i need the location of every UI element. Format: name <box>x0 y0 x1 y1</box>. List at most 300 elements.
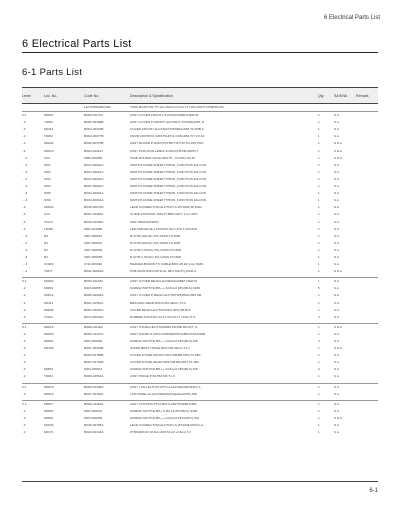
qty-cell: 1 <box>318 120 320 125</box>
code-no-cell: BN34-00001A <box>84 176 104 181</box>
qty-cell: 1 <box>318 400 334 408</box>
code-no-cell: 2007-000691 <box>84 233 103 238</box>
sa-sna-cell: S.A <box>334 247 339 252</box>
qty-cell: 1 <box>318 408 320 413</box>
table-row <box>22 211 378 218</box>
table-row <box>22 314 378 321</box>
sa-sna-cell: S.A <box>334 205 339 210</box>
description-cell: SWITCH-DOME SHEET;HYBON_FUNCTION FALCON <box>130 184 207 189</box>
level-cell: ..2 <box>22 391 26 396</box>
code-no-cell: 2007-000691 <box>84 240 103 245</box>
sa-sna-cell: S.A <box>334 430 339 435</box>
level-cell: ..2 <box>22 423 26 428</box>
sa-sna-cell: S.A <box>334 169 339 174</box>
table-row <box>22 359 378 366</box>
description-cell: R-CHIP;10Kohm,5%,1/16W,TP,1608 <box>130 233 181 238</box>
code-no-cell: BN39-00078A <box>84 205 104 210</box>
code-no-cell: BN96-01118A <box>84 278 130 286</box>
loc-no-cell <box>44 352 84 359</box>
code-no-cell: BN63-01788B <box>84 353 104 358</box>
code-no-cell: LE17MHSMBXXEC <box>84 105 112 109</box>
level-cell: ..4 <box>22 219 26 224</box>
description-cell: SWITCH-DOME SHEET;HYBON_FUNCTION FALCON <box>130 198 207 203</box>
sa-sna-cell: S.A <box>334 226 339 231</box>
code-no-cell: 6003-000566 <box>84 339 103 343</box>
code-no-cell: BN96-00478B <box>84 141 104 146</box>
remark-cell <box>356 422 378 429</box>
table-row <box>22 261 378 268</box>
remark-cell <box>356 391 378 398</box>
running-header: 6 Electrical Parts List <box>323 15 380 21</box>
qty-cell: 2 <box>318 367 320 372</box>
qty-cell: 1 <box>318 219 320 224</box>
code-no-cell: BN34-00001A <box>84 162 104 167</box>
table-row <box>22 429 378 436</box>
description-cell: SCREW-TAPTITE;BH+,S,M4,L6,ZPC(BLK),SWR <box>130 408 198 413</box>
level-cell: 0.1 <box>22 383 44 391</box>
remark-cell <box>356 190 378 197</box>
description-cell: SWITCH-DOME SHEET;HYBON_FUNCTION FALCON <box>130 162 207 167</box>
code-no-cell: BN61-01581A <box>84 300 104 305</box>
qty-cell: 1 <box>318 331 320 336</box>
qty-cell: 1 <box>318 184 320 189</box>
code-no-cell: BN34-00001A <box>84 184 104 189</box>
description-cell: ASSY STAND;LE17HA/MNB3,MP,WE,BCOPT; S <box>130 323 318 331</box>
parts-table-body <box>22 104 378 437</box>
level-cell: ..2 <box>22 408 26 413</box>
sa-sna-cell: S.A <box>334 374 339 379</box>
sa-sna-cell: S.A <box>334 423 339 428</box>
description-cell: PCB-MAIN;NW17LPHA,3L,MP1.0(0.4T),WCR-4 <box>130 269 197 274</box>
loc-no-cell: M0003 <box>44 423 54 428</box>
table-row <box>22 331 378 338</box>
description-cell: TWIN MONITOR TTI-LE-UN2LT17CLD 17"LCD MONT MSMHPLAN <box>130 105 224 109</box>
remark-cell <box>356 148 378 155</box>
table-row <box>22 292 378 299</box>
loc-no-cell: R3 <box>44 233 48 238</box>
table-row <box>22 190 378 197</box>
level-cell: ....4 <box>22 155 28 160</box>
remark-cell <box>356 345 378 352</box>
loc-no-cell: LD400 <box>44 226 54 231</box>
level-cell: ..2 <box>22 415 26 420</box>
code-no-cell: BN63-03024A <box>84 307 104 312</box>
description-cell: ASSY COVER P-FRONT LE170ALS TWIN/BLK/B3, H <box>130 120 205 125</box>
loc-no-cell: M0001 <box>44 112 84 120</box>
description-cell: SWITCH-DOME SHEET;HYBON_FUNCTION FALCON <box>130 191 207 196</box>
loc-no-cell: M0002 <box>44 141 54 146</box>
loc-no-cell: M0003 <box>44 331 54 336</box>
qty-cell: 1 <box>318 226 320 231</box>
table-row <box>22 383 378 391</box>
sa-sna-cell: S.A <box>334 339 339 343</box>
level-cell: 0.1 <box>22 323 44 331</box>
qty-cell: 1 <box>318 134 320 139</box>
level-cell: ..3 <box>22 141 26 146</box>
code-no-cell: BN61-01966A <box>84 212 104 217</box>
description-cell: ASSY-BMS/W/HPDV <box>130 219 159 224</box>
qty-cell: 1 <box>318 127 320 132</box>
remark-cell <box>356 226 378 233</box>
qty-cell: 1 <box>318 383 334 391</box>
remark-cell <box>356 359 378 366</box>
sa-sna-cell: S.N.A <box>334 155 343 160</box>
table-row <box>22 233 378 240</box>
code-no-cell: 2007-000635 <box>84 247 103 252</box>
loc-no-cell: M0018 <box>44 383 84 391</box>
table-row <box>22 197 378 204</box>
loc-no-cell: SW2 <box>44 169 51 174</box>
level-cell <box>22 104 44 112</box>
qty-cell: 1 <box>318 240 320 245</box>
table-row <box>22 323 378 331</box>
level-cell: 0.1 <box>22 278 44 286</box>
level-cell: ..2 <box>22 127 26 132</box>
sa-sna-cell: S.N.A <box>334 415 343 420</box>
loc-no-cell: R1 <box>44 247 48 252</box>
level-cell: ..2 <box>22 120 26 125</box>
level-cell: ..2 <box>22 367 26 372</box>
description-cell: COVER-STAND FRONT;NW17ABJB3,MP3,T2.0B3 <box>130 353 201 358</box>
loc-no-cell: T0003 <box>44 120 53 125</box>
description-cell: ASSY PCB MAIN-LE5DA,FUNCN,HPCB-MIRTF7 <box>130 148 199 153</box>
level-cell: ....4 <box>22 169 28 174</box>
level-cell: ..4 <box>22 212 26 217</box>
qty-cell: 1 <box>318 205 320 210</box>
level-cell: ..2 <box>22 286 26 291</box>
column-header-remark: Remark <box>356 88 378 104</box>
remark-cell <box>356 373 378 380</box>
code-no-cell: BN73-00049A <box>84 314 104 319</box>
loc-no-cell: T0102 <box>44 314 53 319</box>
description-cell: SCREW-TAPTITE;BH+,+,S,M4,L8,ZPC(BLK),SWR <box>130 286 201 291</box>
level-cell: ..2 <box>22 307 26 312</box>
table-row <box>22 373 378 380</box>
level-cell: ..2 <box>22 300 26 305</box>
remark-cell <box>356 314 378 321</box>
sa-sna-cell: S.A <box>334 127 339 132</box>
table-row <box>22 247 378 254</box>
sa-sna-cell: S.A <box>334 198 339 203</box>
column-header-qty: Qty <box>318 88 334 104</box>
level-cell: ..2 <box>22 314 26 319</box>
remark-cell <box>356 323 378 331</box>
loc-no-cell: M0112 <box>44 127 54 132</box>
sa-sna-cell: S.A <box>334 314 339 319</box>
loc-no-cell: M0002 <box>44 278 84 286</box>
qty-cell: 1 <box>318 262 320 267</box>
description-cell: COVER-REAR;LE17HATWIN,HIPS,HB,BLK <box>130 307 191 312</box>
sa-sna-cell: S.N.A <box>334 269 343 274</box>
remark-cell <box>356 219 378 226</box>
remark-cell <box>356 104 378 112</box>
description-cell: ASSY CHASSIS-PTZ;NW17LCM/TWIN/BLK/MS <box>130 400 318 408</box>
remark-cell <box>356 254 378 261</box>
code-no-cell: 6003-000557 <box>84 286 103 291</box>
description-cell: ASSY COVER P-REAR;LE17HATWIN/BLK/AB3,SB <box>130 293 202 298</box>
loc-no-cell <box>44 359 84 366</box>
remark-cell <box>356 400 378 408</box>
level-cell: ..4 <box>22 226 26 231</box>
description-cell: COVER-FRONT LE17ANA/TWIN/BLK/AB3.T0,SHB.3 <box>130 127 204 132</box>
description-cell: SCREW-TAPTITE;BH+,+,S,M4,L8,ZPC(WHT),SW <box>130 415 199 420</box>
loc-no-cell: T0002 <box>44 134 53 139</box>
remark-cell <box>356 268 378 275</box>
remark-cell <box>356 197 378 204</box>
remark-cell <box>356 247 378 254</box>
description-cell: ASSY LCD;LE17HAT,CPT,CLAA170EA06(INNF1-S <box>130 383 318 391</box>
qty-cell: 4 <box>318 314 320 319</box>
page-number: 6-1 <box>369 488 378 494</box>
sa-sna-cell: S.A <box>334 408 339 413</box>
code-no-cell: BN39-00785A <box>84 423 104 428</box>
code-no-cell: BN68-00488B <box>84 120 104 125</box>
qty-cell: 1 <box>318 254 320 259</box>
code-no-cell: 0855-000659 <box>84 155 103 160</box>
qty-cell: 5 <box>318 286 320 291</box>
remark-cell <box>356 300 378 307</box>
sa-sna-cell: S.A <box>334 286 339 291</box>
qty-cell: 1 <box>318 293 320 298</box>
sa-sna-cell: S.A <box>334 219 339 224</box>
qty-cell: 1 <box>318 415 320 420</box>
loc-no-cell: M0019 <box>44 148 54 153</box>
description-cell: ASSY BOARD P-NW17PUTMP-HF/T10,TFUNCTION <box>130 141 204 146</box>
qty-cell: 1 <box>318 162 320 167</box>
code-no-cell: BN96-04692A <box>84 293 104 298</box>
loc-no-cell: M0017 <box>44 400 84 408</box>
code-no-cell: 6003-000516 <box>84 408 103 413</box>
loc-no-cell: T0004 <box>44 374 53 379</box>
description-cell: RUBBER-FOOT;NO.10,17.00,CR,17.1X20,T1.5 <box>130 314 196 319</box>
code-no-cell: BN39-01636A <box>84 219 104 224</box>
loc-no-cell: T0174 <box>44 219 53 224</box>
level-cell: ..2 <box>22 360 26 365</box>
description-cell: SWITCH-DOME SHEET;HYBON_FUNCTION FALCON <box>130 169 207 174</box>
qty-cell: 1 <box>318 141 320 146</box>
level-cell: ..2 <box>22 346 26 351</box>
loc-no-cell: SW3 <box>44 176 51 181</box>
loc-no-cell: SW5 <box>44 191 51 196</box>
qty-cell: 4 <box>318 339 320 343</box>
qty-cell: 1 <box>318 269 320 274</box>
sa-sna-cell: S.A <box>334 134 339 139</box>
level-cell: ..4 <box>22 148 26 153</box>
remark-cell <box>356 292 378 299</box>
section-title: 6 Electrical Parts List <box>22 38 132 50</box>
remark-cell <box>356 366 378 373</box>
description-cell: ASSY STAND P;NW17AS/BNEPHPIJABNOCSTANDB <box>130 331 206 336</box>
loc-no-cell: M0861 <box>44 415 54 420</box>
level-cell: ..2 <box>22 353 26 358</box>
remark-cell <box>356 211 378 218</box>
remark-cell <box>356 133 378 140</box>
remark-cell <box>356 112 378 120</box>
sa-sna-cell: S.A <box>334 391 339 396</box>
level-cell: ....4 <box>22 198 28 203</box>
loc-no-cell: M0015 <box>44 391 54 396</box>
description-cell: ASSY COVER REAR;LE17MANGS/BET,NEW M <box>130 278 318 286</box>
description-cell: IP BOARD;IP-18-NA-GW1T2-22 +0.6mA T.2 <box>130 430 191 435</box>
code-no-cell: BN96-01107A <box>84 112 130 120</box>
qty-cell: 1 <box>318 278 334 286</box>
qty-cell: 1 <box>318 360 320 365</box>
description-cell: LEAD CONNECTOR;LE17HAT,UL1571#28,4P,160m <box>130 205 203 210</box>
table-header-row <box>22 88 378 104</box>
table-row <box>22 183 378 190</box>
remark-cell <box>356 204 378 211</box>
remark-cell <box>356 240 378 247</box>
table-row <box>22 422 378 429</box>
code-no-cell: BN41-00620A <box>84 269 104 274</box>
table-row <box>22 112 378 120</box>
remark-cell <box>356 307 378 314</box>
table-row <box>22 338 378 345</box>
remark-cell <box>356 119 378 126</box>
code-no-cell: BN94-01022J <box>84 148 103 153</box>
sa-sna-cell: S.N.A <box>334 148 343 153</box>
code-no-cell: BN96-04652A <box>84 374 104 379</box>
sa-sna-cell: S.A <box>334 162 339 167</box>
sa-sna-cell: S.A <box>334 120 339 125</box>
loc-no-cell: SW4 <box>44 184 51 189</box>
qty-cell: 1 <box>318 430 320 435</box>
sa-sna-cell: S.A <box>334 176 339 181</box>
code-no-cell: BN96-01140A <box>84 323 130 331</box>
remark-cell <box>356 169 378 176</box>
description-cell: LEAD CONNECTOR;LE17HAT,UL1571#28,MLD3,LA <box>130 423 204 428</box>
qty-cell: 1 <box>318 198 320 203</box>
subsection-title: 6-1 Parts List <box>22 67 83 78</box>
remark-cell <box>356 233 378 240</box>
table-row <box>22 176 378 183</box>
table-row <box>22 169 378 176</box>
sa-sna-cell: S.A <box>334 262 339 267</box>
code-no-cell: BN34-00001A <box>84 198 104 203</box>
remark-cell <box>356 162 378 169</box>
column-header-level: Level <box>22 88 44 104</box>
qty-cell: 1 <box>318 307 320 312</box>
description-cell: LCD-PANEL;CLAA170EA06(Chiquitted/PPC,550 <box>130 391 198 396</box>
loc-no-cell: M0106 <box>44 346 54 351</box>
sa-sna-cell: S.A <box>334 383 356 391</box>
sa-sna-cell: S.A <box>334 112 356 120</box>
description-cell: ASSY HINGE P;N17B3,MS T1.0 <box>130 374 175 379</box>
qty-cell <box>318 104 334 112</box>
column-header-description: Description & Specification <box>130 88 318 104</box>
level-cell: ..2 <box>22 293 26 298</box>
loc-no-cell: SW1 <box>44 162 51 167</box>
level-cell: ..2 <box>22 331 26 336</box>
sa-sna-cell: S.A <box>334 233 339 238</box>
code-no-cell: 6003-000513 <box>84 367 103 372</box>
loc-no-cell: M0003 <box>44 205 54 210</box>
table-row <box>22 415 378 422</box>
code-no-cell: BN63-01790B <box>84 360 104 365</box>
parts-list-table <box>22 87 378 436</box>
level-cell: ....4 <box>22 233 28 238</box>
code-no-cell: BN07-00326A <box>84 391 104 396</box>
description-cell: COVER-STAND REAR;NW17ABJB3,MP3,T3.7B3 <box>130 360 199 365</box>
description-cell: GUIDE-CONTROL;NW17T,BRD,NE77,1.0,1.0DV <box>130 212 198 217</box>
qty-cell: 1 <box>318 247 320 252</box>
loc-no-cell: M0096 <box>44 307 54 312</box>
level-cell: ..2 <box>22 430 26 435</box>
table-row <box>22 268 378 275</box>
level-cell: ....4 <box>22 191 28 196</box>
remark-cell <box>356 155 378 162</box>
qty-cell: 1 <box>318 391 320 396</box>
sa-sna-cell <box>334 104 356 112</box>
remark-cell <box>356 415 378 422</box>
code-no-cell: BN64-00223B <box>84 127 104 132</box>
table-row <box>22 408 378 415</box>
qty-cell: 1 <box>318 233 320 238</box>
level-cell: ....4 <box>22 176 28 181</box>
loc-no-cell: M0861 <box>44 408 54 413</box>
section-rule <box>22 52 378 53</box>
code-no-cell: BN34-00001A <box>84 191 104 196</box>
level-cell: ....4 <box>22 162 28 167</box>
level-cell: ..2 <box>22 134 26 139</box>
description-cell: STAND-BRKT HINGE;NW17B3,SECC,T1.2 <box>130 346 190 351</box>
description-cell: SWITCH-DOME SHEET;HYBON_FUNCTION FALCON <box>130 176 207 181</box>
bottom-rule <box>22 481 378 482</box>
remark-cell <box>356 126 378 133</box>
description-cell: R-CHIP;1.5Kohm,5%,1/16W,TP,1608 <box>130 254 182 259</box>
qty-cell: 1 <box>318 346 320 351</box>
description-cell: KNOB CONTROL;NW17SUPC1,CDM,ABS,TO V,0.10. <box>130 134 205 139</box>
qty-cell: 1 <box>318 212 320 217</box>
remark-cell <box>356 429 378 436</box>
level-cell: ....4 <box>22 247 28 252</box>
table-row <box>22 240 378 247</box>
table-row <box>22 352 378 359</box>
sa-sna-cell: S.A <box>334 278 356 286</box>
remark-cell <box>356 352 378 359</box>
description-cell: ASSY COVER FRONT-LS170ANGS/BET,NEW M <box>130 112 318 120</box>
remark-cell <box>356 383 378 391</box>
level-cell: ....4 <box>22 240 28 245</box>
level-cell: 0.1 <box>22 400 44 408</box>
qty-cell: 1 <box>318 374 320 379</box>
level-cell: ....4 <box>22 262 28 267</box>
loc-no-cell: C50 <box>44 155 50 160</box>
code-no-cell: 0601-001886 <box>84 226 103 231</box>
remark-cell <box>356 176 378 183</box>
loc-no-cell: SW6 <box>44 198 51 203</box>
remark-cell <box>356 285 378 292</box>
remark-cell <box>356 331 378 338</box>
sa-sna-cell: S.A <box>334 331 339 336</box>
remark-cell <box>356 338 378 345</box>
code-no-cell: 3711-006393 <box>84 262 103 267</box>
code-no-cell: 2007-000635 <box>84 254 103 259</box>
level-cell: 0.1 <box>22 112 44 120</box>
sa-sna-cell: S.N.A <box>334 141 343 146</box>
code-no-cell: BN64-00077B <box>84 134 104 139</box>
table-row <box>22 148 378 155</box>
table-row <box>22 226 378 233</box>
sa-sna-cell: S.N.A <box>334 323 356 331</box>
loc-no-cell <box>44 104 84 112</box>
sa-sna-cell: S.N.A <box>334 346 343 351</box>
description-cell: LED;SMD,BLUE,1.6X0.8X0.6mm,470,1.6X0.8X0 <box>130 226 198 231</box>
sa-sna-cell: S.A <box>334 353 339 358</box>
sa-sna-cell: S.A <box>334 293 339 298</box>
table-row <box>22 366 378 373</box>
sa-sna-cell: S.A <box>334 400 356 408</box>
